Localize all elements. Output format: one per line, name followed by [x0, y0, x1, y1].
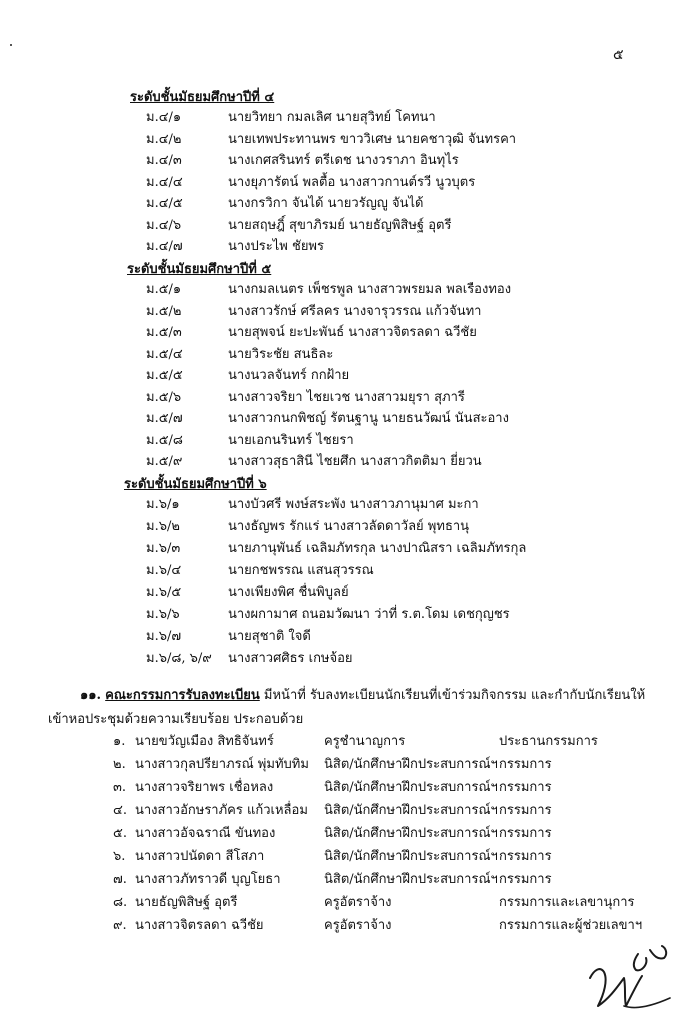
member-role: กรรมการและเลขานุการ	[499, 895, 635, 910]
member-name: นางสาวจริยาพร เชื่อหลง	[135, 780, 274, 795]
teacher-names: นายภานุพันธ์ เฉลิมภัทรกุล นางปาณิสรา เฉลิมภัทรกุล	[228, 541, 527, 556]
teacher-names: นายสฤษฎิ์ สุขาภิรมย์ นายธัญพิสิษฐ์ อุตรี	[228, 218, 452, 233]
class-label: ม.๔/๑	[146, 110, 182, 125]
class-label: ม.๖/๒	[146, 519, 180, 534]
committee-title: คณะกรรมการรับลงทะเบียน	[105, 688, 260, 703]
committee-number: ๑๑.	[80, 688, 102, 703]
committee-description: มีหน้าที่ รับลงทะเบียนนักเรียนที่เข้าร่วมกิจกรรม และกำกับนักเรียนให้เข้าหอประชุมด้วยความเรียบร้อย ประกอบด้วย	[48, 688, 646, 727]
teacher-names: นายสุชาติ ใจดี	[228, 629, 311, 644]
member-number: ๙.	[113, 918, 127, 933]
teacher-names: นายสุพจน์ ยะปะพันธ์ นางสาวจิตรลดา ฉวีชัย	[228, 325, 477, 340]
member-name: นายธัญพิสิษฐ์ อุตรี	[135, 895, 238, 910]
class-label: ม.๕/๒	[146, 304, 182, 319]
scan-speck	[10, 44, 12, 46]
member-number: ๔.	[113, 803, 127, 818]
member-position: นิสิต/นักศึกษาฝึกประสบการณ์ฯ	[324, 757, 498, 772]
member-role: กรรมการ	[499, 803, 552, 818]
teacher-names: นางบัวศรี พงษ์สระพัง นางสาวภานุมาศ มะกา	[228, 497, 479, 512]
teacher-names: นางกรวิกา จันได้ นายวรัญญู จันได้	[228, 196, 424, 211]
class-label: ม.๖/๑	[146, 497, 180, 512]
member-role: กรรมการ	[499, 780, 552, 795]
member-position: ครูอัตราจ้าง	[324, 895, 392, 910]
teacher-names: นางสาวกนกพิชญ์ รัตนฐานู นายธนวัฒน์ นันสะอาง	[228, 411, 509, 426]
member-number: ๖.	[113, 849, 126, 864]
committee-paragraph	[48, 684, 658, 732]
teacher-names: นางผกามาศ ถนอมวัฒนา ว่าที่ ร.ต.โดม เดชกุญชร	[228, 607, 510, 622]
teacher-names: นางเกศสรินทร์ ตรีเดช นางวราภา อินทุไร	[228, 153, 459, 168]
teacher-names: นางสาวศศิธร เกษจ้อย	[228, 651, 353, 666]
member-role: กรรมการและผู้ช่วยเลขาฯ	[499, 918, 643, 933]
teacher-names: นายเอกนรินทร์ ไชยรา	[228, 433, 354, 448]
teacher-names: นางประไพ ชัยพร	[228, 239, 324, 254]
teacher-names: นางเพียงพิศ ชื่นพิบูลย์	[228, 585, 349, 600]
section-heading: ระดับชั้นมัธยมศึกษาปีที่ ๔	[130, 90, 275, 105]
member-position: ครูอัตราจ้าง	[324, 918, 392, 933]
member-position: นิสิต/นักศึกษาฝึกประสบการณ์ฯ	[324, 849, 498, 864]
member-name: นางสาวอัจฉราณี ขันทอง	[135, 826, 276, 841]
class-label: ม.๖/๕	[146, 585, 182, 600]
member-role: ประธานกรรมการ	[499, 734, 598, 749]
member-number: ๗.	[113, 872, 127, 887]
teacher-names: นายวิทยา กมลเลิศ นายสุวิทย์ โคทนา	[228, 110, 436, 125]
class-label: ม.๖/๓	[146, 541, 181, 556]
class-label: ม.๔/๕	[146, 196, 183, 211]
member-position: ครูชำนาญการ	[324, 734, 406, 749]
section-heading: ระดับชั้นมัธยมศึกษาปีที่ ๕	[127, 262, 272, 277]
teacher-names: นางยุภารัตน์ พลตื้อ นางสาวกานต์รวี นูวบุตร	[228, 175, 476, 190]
class-label: ม.๕/๔	[146, 347, 183, 362]
teacher-names: นางกมลเนตร เพ็ชรพูล นางสาวพรยมล พลเรืองทอง	[228, 282, 512, 297]
handwritten-signature	[584, 936, 676, 1016]
teacher-names: นางสาวจริยา ไชยเวช นางสาวมยุรา สุภารี	[228, 390, 465, 405]
member-number: ๕.	[113, 826, 127, 841]
teacher-names: นางธัญพร รักแร่ นางสาวลัดดาวัลย์ พุทธานุ	[228, 519, 470, 534]
class-label: ม.๔/๓	[146, 153, 182, 168]
section-heading: ระดับชั้นมัธยมศึกษาปีที่ ๖	[124, 477, 267, 492]
member-position: นิสิต/นักศึกษาฝึกประสบการณ์ฯ	[324, 780, 498, 795]
class-label: ม.๕/๓	[146, 325, 182, 340]
page-number: ๕	[613, 47, 624, 63]
teacher-names: นายวิระชัย สนธิละ	[228, 347, 334, 362]
member-name: นางสาวอักษราภัคร แก้วเหลื่อม	[135, 803, 308, 818]
class-label: ม.๔/๖	[146, 218, 182, 233]
class-label: ม.๕/๗	[146, 411, 183, 426]
member-role: กรรมการ	[499, 849, 552, 864]
member-role: กรรมการ	[499, 757, 552, 772]
member-position: นิสิต/นักศึกษาฝึกประสบการณ์ฯ	[324, 826, 498, 841]
class-label: ม.๕/๙	[146, 454, 183, 469]
member-number: ๓.	[113, 780, 127, 795]
class-label: ม.๔/๔	[146, 175, 183, 190]
class-label: ม.๕/๕	[146, 368, 183, 383]
member-name: นางสาวภัทราวดี บุญโยธา	[135, 872, 281, 887]
teacher-names: นางสาวสุธาสินี ไชยศึก นางสาวกิตติมา ยี่ยวน	[228, 454, 482, 469]
member-name: นายขวัญเมือง สิทธิจันทร์	[135, 734, 274, 749]
class-label: ม.๕/๖	[146, 390, 182, 405]
teacher-names: นายเทพประทานพร ขาววิเศษ นายคชาวุฒิ จันทรคา	[228, 132, 517, 147]
class-label: ม.๔/๗	[146, 239, 183, 254]
class-label: ม.๖/๖	[146, 607, 180, 622]
class-label: ม.๕/๑	[146, 282, 182, 297]
member-name: นางสาวจิตรลดา ฉวีชัย	[135, 918, 264, 933]
member-number: ๘.	[113, 895, 128, 910]
teacher-names: นายกชพรรณ แสนสุวรรณ	[228, 563, 374, 578]
member-name: นางสาวปนัดดา สีโสภา	[135, 849, 265, 864]
member-role: กรรมการ	[499, 826, 552, 841]
member-role: กรรมการ	[499, 872, 552, 887]
member-number: ๑.	[113, 734, 126, 749]
member-position: นิสิต/นักศึกษาฝึกประสบการณ์ฯ	[324, 803, 498, 818]
member-name: นางสาวกุลปรียาภรณ์ พุ่มทับทิม	[135, 757, 309, 772]
class-label: ม.๖/๔	[146, 563, 182, 578]
class-label: ม.๕/๘	[146, 433, 183, 448]
class-label: ม.๖/๗	[146, 629, 182, 644]
member-position: นิสิต/นักศึกษาฝึกประสบการณ์ฯ	[324, 872, 498, 887]
teacher-names: นางสาวรักษ์ ศรีลคร นางจารุวรรณ แก้วจันทา	[228, 304, 482, 319]
member-number: ๒.	[113, 757, 126, 772]
teacher-names: นางนวลจันทร์ กกฝ้าย	[228, 368, 350, 383]
class-label: ม.๔/๒	[146, 132, 182, 147]
class-label: ม.๖/๘, ๖/๙	[146, 651, 212, 666]
